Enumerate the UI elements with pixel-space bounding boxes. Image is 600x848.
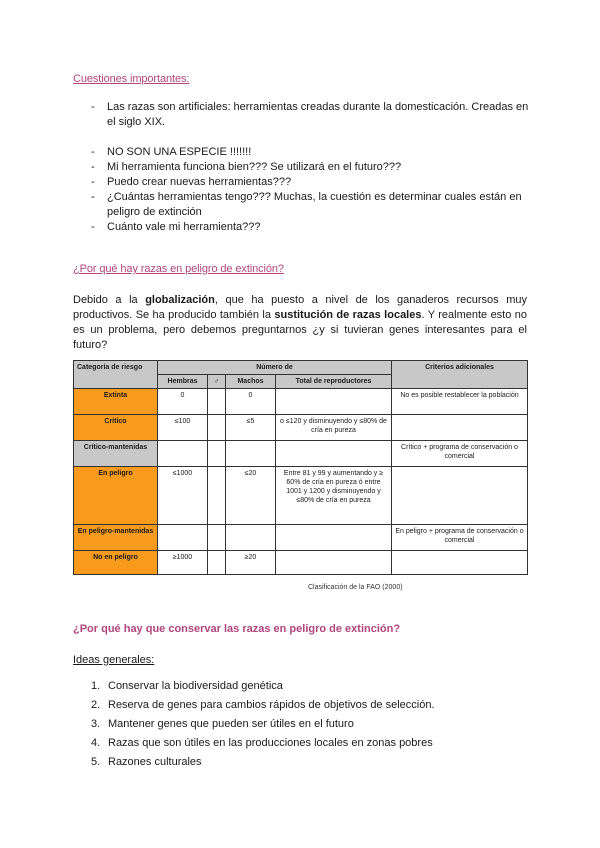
list-item-text: Mi herramienta funciona bien??? Se utilizará en el futuro??? xyxy=(107,161,402,173)
cell-category: Extinta xyxy=(74,389,158,415)
list-number: 1. xyxy=(91,680,101,692)
para-bold-globalizacion: globalización xyxy=(145,294,215,306)
dash-bullet: - xyxy=(91,191,95,203)
header-criteria: Criterios adicionales xyxy=(392,361,528,389)
dash-bullet: - xyxy=(91,101,95,113)
cell-total xyxy=(276,441,392,467)
cell-sym xyxy=(208,467,226,525)
para-text-3: . Y realmente esto no es un problema, pero debemos preguntarnos ¿y si tuvieran genes interesantes para el futuro? xyxy=(73,309,527,351)
dash-bullet: - xyxy=(91,176,95,188)
list-number: 4. xyxy=(91,737,101,749)
cell-sym xyxy=(208,415,226,441)
table-row xyxy=(74,551,528,575)
cell-sym xyxy=(208,551,226,575)
cell-females: 0 xyxy=(158,389,208,415)
cell-males: ≥20 xyxy=(226,551,276,575)
para-text-1: Debido a la xyxy=(73,294,146,306)
table-row xyxy=(74,389,528,415)
list-item-text: ¿Cuántas herramientas tengo??? Muchas, la cuestión es determinar cuales están en peligro de extinción xyxy=(107,191,522,218)
ideas-generales-subheading: Ideas generales: xyxy=(73,654,155,666)
table-source: Clasificación de la FAO (2000) xyxy=(308,584,403,591)
table-row xyxy=(74,525,528,551)
cell-females xyxy=(158,525,208,551)
list-item xyxy=(91,755,435,774)
list-item xyxy=(91,717,435,736)
cell-sym xyxy=(208,389,226,415)
cell-females: ≥1000 xyxy=(158,551,208,575)
para-text-2: , que ha puesto a nivel de los ganaderos recursos muy productivos. Se ha producido también la xyxy=(73,294,527,321)
cell-sym xyxy=(208,525,226,551)
list-number: 5. xyxy=(91,756,101,768)
cell-criteria xyxy=(392,551,528,575)
numbered-list xyxy=(91,679,435,774)
dash-bullet: - xyxy=(91,146,95,158)
heading-cuestiones: Cuestiones importantes: xyxy=(73,73,190,85)
header-total: Total de reproductores xyxy=(276,375,392,389)
list-item-text: Razas que son útiles en las producciones locales en zonas pobres xyxy=(108,737,433,749)
cell-total xyxy=(276,389,392,415)
cell-total xyxy=(276,525,392,551)
list-item xyxy=(91,160,531,175)
header-male-symbol: ♂ xyxy=(208,375,226,389)
list-item xyxy=(91,220,531,235)
header-females: Hembras xyxy=(158,375,208,389)
list-item xyxy=(91,679,435,698)
table-row xyxy=(74,467,528,525)
dash-bullet: - xyxy=(91,221,95,233)
heading-por-que-peligro: ¿Por qué hay razas en peligro de extinción? xyxy=(73,263,284,275)
cell-total: o ≤120 y disminuyendo y ≤80% de cría en pureza xyxy=(276,415,392,441)
dash-list-b xyxy=(91,145,531,235)
list-number: 2. xyxy=(91,699,101,711)
cell-criteria: En peligro + programa de conservación o comercial xyxy=(392,525,528,551)
dash-bullet: - xyxy=(91,161,95,173)
list-item xyxy=(91,100,531,130)
list-item-text: Cuánto vale mi herramienta??? xyxy=(107,221,261,233)
cell-males xyxy=(226,441,276,467)
table-row xyxy=(74,441,528,467)
header-category: Categoría de riesgo xyxy=(74,361,158,389)
list-item-text: Puedo crear nuevas herramientas??? xyxy=(107,176,292,188)
cell-males: 0 xyxy=(226,389,276,415)
list-item xyxy=(91,736,435,755)
cell-males: ≤20 xyxy=(226,467,276,525)
list-item-text: Mantener genes que pueden ser útiles en el futuro xyxy=(108,718,354,730)
list-item xyxy=(91,175,531,190)
table-row xyxy=(74,415,528,441)
cell-males xyxy=(226,525,276,551)
list-item-text: Razones culturales xyxy=(108,756,202,768)
cell-criteria: Crítico + programa de conservación o comercial xyxy=(392,441,528,467)
list-item xyxy=(91,698,435,717)
list-item xyxy=(91,145,531,160)
cell-total xyxy=(276,551,392,575)
cell-category: No en peligro xyxy=(74,551,158,575)
cell-category: En peligro xyxy=(74,467,158,525)
heading-por-que-conservar: ¿Por qué hay que conservar las razas en peligro de extinción? xyxy=(73,623,401,635)
list-item-text: Las razas son artificiales: herramientas creadas durante la domesticación. Creadas en el siglo XIX. xyxy=(107,101,529,128)
globalization-paragraph xyxy=(73,293,527,353)
cell-females: ≤1000 xyxy=(158,467,208,525)
cell-females xyxy=(158,441,208,467)
list-item xyxy=(91,190,531,220)
cell-criteria: No es posible restablecer la población xyxy=(392,389,528,415)
cell-criteria xyxy=(392,415,528,441)
cell-category: Crítico-mantenidas xyxy=(74,441,158,467)
cell-total: Entre 81 y 99 y aumentando y ≥ 60% de cría en pureza ó entre 1001 y 1200 y disminuyendo y ≤80% de cría en pureza xyxy=(276,467,392,525)
risk-category-table xyxy=(73,360,528,575)
list-item-text: NO SON UNA ESPECIE !!!!!!! xyxy=(107,146,252,158)
para-bold-sustitucion: sustitución de razas locales xyxy=(274,309,422,321)
cell-females: ≤100 xyxy=(158,415,208,441)
list-item-text: Reserva de genes para cambios rápidos de objetivos de selección. xyxy=(108,699,435,711)
list-item-text: Conservar la biodiversidad genética xyxy=(108,680,283,692)
cell-category: Crítico xyxy=(74,415,158,441)
header-males: Machos xyxy=(226,375,276,389)
cell-males: ≤5 xyxy=(226,415,276,441)
cell-criteria xyxy=(392,467,528,525)
header-number: Número de xyxy=(158,361,392,375)
cell-sym xyxy=(208,441,226,467)
cell-category: En peligro-mantenidas xyxy=(74,525,158,551)
list-number: 3. xyxy=(91,718,101,730)
dash-list-a xyxy=(91,100,531,130)
